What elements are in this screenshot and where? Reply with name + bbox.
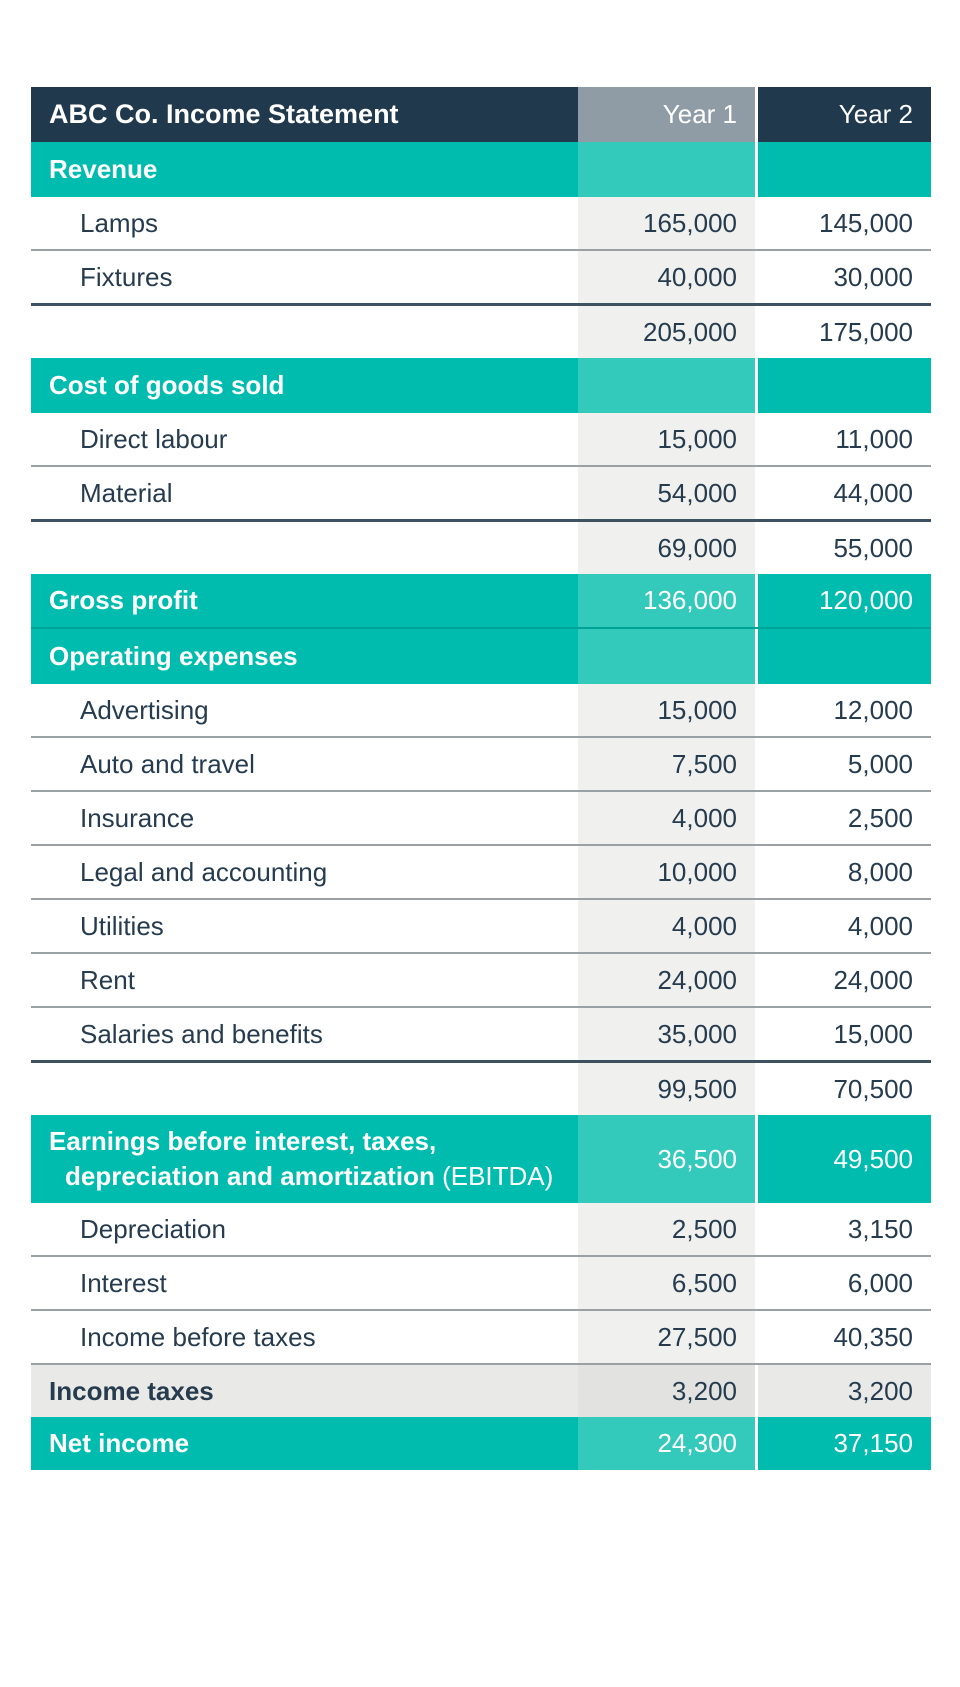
row-net-income: [31, 1417, 931, 1470]
row-auto-and-travel: [31, 738, 931, 790]
year1-value: 7,500: [578, 738, 755, 790]
row-label: [31, 1063, 578, 1115]
year1-value: [578, 142, 755, 197]
row-utilities: [31, 900, 931, 952]
year1-value: 99,500: [578, 1063, 755, 1115]
year1-value: 165,000: [578, 197, 755, 249]
row-material: [31, 467, 931, 519]
row-label: Depreciation: [80, 1213, 226, 1244]
row-insurance: [31, 792, 931, 844]
row-earnings-before-interest-taxes: [31, 1115, 931, 1203]
table-title: ABC Co. Income Statement: [31, 87, 578, 142]
year1-value: 40,000: [578, 251, 755, 303]
year1-value: 4,000: [578, 900, 755, 952]
row-advertising: [31, 684, 931, 736]
row-label: Advertising: [80, 694, 209, 725]
year1-value: 54,000: [578, 467, 755, 519]
row-label: Utilities: [80, 910, 164, 941]
year1-value: 69,000: [578, 522, 755, 574]
year1-value: 6,500: [578, 1257, 755, 1309]
year2-value: 70,500: [833, 1073, 913, 1104]
row-lamps: [31, 197, 931, 249]
year2-value: 12,000: [833, 694, 913, 725]
year1-value: 24,000: [578, 954, 755, 1006]
row-label: Revenue: [31, 142, 578, 197]
row-fixtures: [31, 251, 931, 303]
year1-value: 2,500: [578, 1203, 755, 1255]
row-label: Fixtures: [80, 261, 173, 292]
row-label: [31, 306, 578, 358]
year1-value: [578, 358, 755, 413]
year2-value: 4,000: [847, 910, 913, 941]
year2-value: [758, 358, 931, 413]
row-operating-expenses: [31, 629, 931, 684]
table-body: [31, 142, 931, 1470]
year2-value: 6,000: [847, 1267, 913, 1298]
row-label: Operating expenses: [31, 629, 578, 684]
row-salaries-and-benefits: [31, 1008, 931, 1060]
year2-value: 145,000: [819, 207, 913, 238]
year2-value: 55,000: [833, 532, 913, 563]
year2-value: 3,200: [758, 1365, 931, 1417]
row-label: Rent: [80, 964, 135, 995]
row-interest: [31, 1257, 931, 1309]
row-legal-and-accounting: [31, 846, 931, 898]
year2-value: 30,000: [833, 261, 913, 292]
year2-column-header: Year 2: [758, 87, 931, 142]
table-header-row: [31, 87, 931, 142]
year1-value: 4,000: [578, 792, 755, 844]
row-label-line1: Earnings before interest, taxes,: [49, 1125, 437, 1156]
row-subtotal: [31, 522, 931, 574]
row-label: Interest: [80, 1267, 167, 1298]
year2-value: 120,000: [758, 574, 931, 627]
year1-column-header: Year 1: [578, 87, 755, 142]
row-label: Income taxes: [31, 1365, 578, 1417]
income-statement-table: [31, 87, 931, 1470]
row-gross-profit: [31, 574, 931, 627]
row-label: Cost of goods sold: [31, 358, 578, 413]
year2-value: 3,150: [847, 1213, 913, 1244]
row-label: Gross profit: [31, 574, 578, 627]
year2-value: 5,000: [847, 748, 913, 779]
year1-value: 35,000: [578, 1008, 755, 1060]
row-label: Direct labour: [80, 423, 228, 454]
row-label: [31, 522, 578, 574]
row-cost-of-goods-sold: [31, 358, 931, 413]
row-revenue: [31, 142, 931, 197]
row-income-taxes: [31, 1365, 931, 1417]
year1-value: 3,200: [578, 1365, 755, 1417]
row-label: [31, 1115, 578, 1203]
row-subtotal: [31, 306, 931, 358]
row-label: Insurance: [80, 802, 195, 833]
row-label: Legal and accounting: [80, 856, 328, 887]
row-label-line2-regular: (EBITDA): [442, 1161, 554, 1191]
year2-value: [758, 142, 931, 197]
year1-value: 24,300: [578, 1417, 755, 1470]
row-label: Material: [80, 477, 173, 508]
year2-value: 49,500: [758, 1115, 931, 1203]
row-rent: [31, 954, 931, 1006]
year1-value: 15,000: [578, 413, 755, 465]
year1-value: [578, 629, 755, 684]
row-subtotal: [31, 1063, 931, 1115]
row-label: Salaries and benefits: [80, 1018, 323, 1049]
year2-value: 15,000: [833, 1018, 913, 1049]
row-income-before-taxes: [31, 1311, 931, 1363]
year2-value: 37,150: [758, 1417, 931, 1470]
year2-value: 40,350: [833, 1321, 913, 1352]
row-label: Auto and travel: [80, 748, 255, 779]
year2-value: 24,000: [833, 964, 913, 995]
year1-value: 36,500: [578, 1115, 755, 1203]
year1-value: 205,000: [578, 306, 755, 358]
row-label-line2: [49, 1159, 553, 1194]
row-direct-labour: [31, 413, 931, 465]
row-label: Lamps: [80, 207, 159, 238]
row-depreciation: [31, 1203, 931, 1255]
row-label-line2-bold: depreciation and amortization: [65, 1161, 435, 1191]
row-label: Net income: [31, 1417, 578, 1470]
year2-value: 44,000: [833, 477, 913, 508]
year1-value: 136,000: [578, 574, 755, 627]
year2-value: 2,500: [847, 802, 913, 833]
year2-value: 175,000: [819, 316, 913, 347]
year1-value: 10,000: [578, 846, 755, 898]
row-label: Income before taxes: [80, 1321, 316, 1352]
year2-value: 8,000: [847, 856, 913, 887]
year1-value: 27,500: [578, 1311, 755, 1363]
year2-value: 11,000: [835, 423, 913, 454]
year1-value: 15,000: [578, 684, 755, 736]
year2-value: [758, 629, 931, 684]
